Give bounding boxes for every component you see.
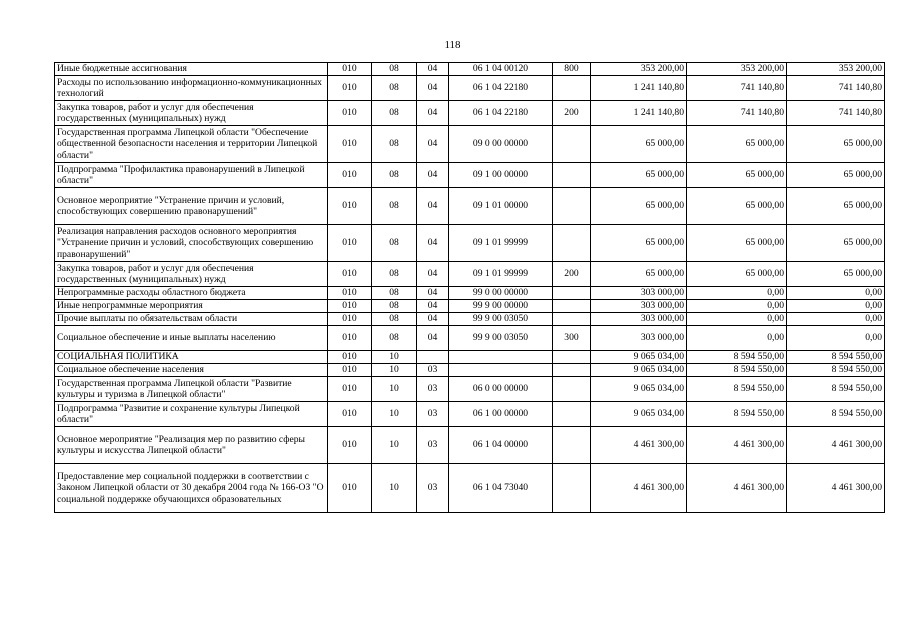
subsection-code-cell: 03 <box>417 377 449 402</box>
table-row <box>55 101 885 126</box>
ved-code-cell: 010 <box>328 364 372 377</box>
amount-year-2-cell: 65 000,00 <box>687 163 787 188</box>
amount-year-2-cell: 0,00 <box>687 313 787 326</box>
table-row <box>55 326 885 351</box>
amount-year-3-cell: 353 200,00 <box>787 63 885 76</box>
amount-year-3-cell: 65 000,00 <box>787 225 885 262</box>
subsection-code-cell: 04 <box>417 101 449 126</box>
target-article-code-cell: 06 1 00 00000 <box>449 402 553 427</box>
amount-year-2-cell: 741 140,80 <box>687 76 787 101</box>
row-name-cell: Основное мероприятие "Реализация мер по развитию сферы культуры и искусства Липецкой области" <box>55 427 328 464</box>
table-row <box>55 377 885 402</box>
amount-year-3-cell: 0,00 <box>787 300 885 313</box>
target-article-code-cell: 09 1 01 99999 <box>449 225 553 262</box>
table-row <box>55 300 885 313</box>
row-name-cell: Основное мероприятие "Устранение причин и условий, способствующих совершению правонарушений" <box>55 188 328 225</box>
ved-code-cell: 010 <box>328 377 372 402</box>
row-name-cell: Непрограммные расходы областного бюджета <box>55 287 328 300</box>
expense-type-code-cell: 200 <box>553 101 591 126</box>
amount-year-3-cell: 8 594 550,00 <box>787 364 885 377</box>
table-row <box>55 188 885 225</box>
row-name-cell: Государственная программа Липецкой области "Развитие культуры и туризма в Липецкой области" <box>55 377 328 402</box>
amount-year-2-cell: 0,00 <box>687 287 787 300</box>
expense-type-code-cell <box>553 377 591 402</box>
ved-code-cell: 010 <box>328 326 372 351</box>
target-article-code-cell: 06 1 04 00120 <box>449 63 553 76</box>
amount-year-3-cell: 65 000,00 <box>787 262 885 287</box>
amount-year-1-cell: 4 461 300,00 <box>591 464 687 513</box>
page-number: 118 <box>444 39 461 51</box>
ved-code-cell: 010 <box>328 464 372 513</box>
expense-type-code-cell <box>553 364 591 377</box>
amount-year-1-cell: 65 000,00 <box>591 262 687 287</box>
table-row <box>55 225 885 262</box>
amount-year-2-cell: 65 000,00 <box>687 262 787 287</box>
amount-year-1-cell: 303 000,00 <box>591 313 687 326</box>
expense-type-code-cell <box>553 313 591 326</box>
section-code-cell: 08 <box>372 313 417 326</box>
amount-year-1-cell: 65 000,00 <box>591 163 687 188</box>
table-row <box>55 351 885 364</box>
amount-year-1-cell: 303 000,00 <box>591 287 687 300</box>
amount-year-3-cell: 4 461 300,00 <box>787 464 885 513</box>
subsection-code-cell: 03 <box>417 402 449 427</box>
table-row <box>55 63 885 76</box>
row-name-cell: Подпрограмма "Развитие и сохранение культуры Липецкой области" <box>55 402 328 427</box>
amount-year-2-cell: 4 461 300,00 <box>687 427 787 464</box>
table-row <box>55 402 885 427</box>
expense-type-code-cell <box>553 300 591 313</box>
amount-year-3-cell: 0,00 <box>787 287 885 300</box>
subsection-code-cell: 04 <box>417 126 449 163</box>
subsection-code-cell: 04 <box>417 76 449 101</box>
amount-year-1-cell: 9 065 034,00 <box>591 351 687 364</box>
expense-type-code-cell <box>553 225 591 262</box>
row-name-cell: Иные бюджетные ассигнования <box>55 63 328 76</box>
target-article-code-cell: 99 9 00 00000 <box>449 300 553 313</box>
amount-year-2-cell: 0,00 <box>687 300 787 313</box>
amount-year-2-cell: 353 200,00 <box>687 63 787 76</box>
row-name-cell: Реализация направления расходов основного мероприятия "Устранение причин и условий, способствующих совершению правонарушений" <box>55 225 328 262</box>
table-row <box>55 76 885 101</box>
ved-code-cell: 010 <box>328 101 372 126</box>
ved-code-cell: 010 <box>328 126 372 163</box>
amount-year-1-cell: 9 065 034,00 <box>591 377 687 402</box>
target-article-code-cell <box>449 364 553 377</box>
amount-year-2-cell: 8 594 550,00 <box>687 364 787 377</box>
target-article-code-cell <box>449 351 553 364</box>
row-name-cell: Прочие выплаты по обязательствам области <box>55 313 328 326</box>
amount-year-1-cell: 303 000,00 <box>591 326 687 351</box>
expense-type-code-cell <box>553 464 591 513</box>
table-row <box>55 262 885 287</box>
section-code-cell: 10 <box>372 364 417 377</box>
amount-year-2-cell: 65 000,00 <box>687 188 787 225</box>
amount-year-1-cell: 65 000,00 <box>591 188 687 225</box>
amount-year-2-cell: 65 000,00 <box>687 126 787 163</box>
subsection-code-cell: 03 <box>417 464 449 513</box>
row-name-cell: Закупка товаров, работ и услуг для обеспечения государственных (муниципальных) нужд <box>55 262 328 287</box>
expense-type-code-cell <box>553 163 591 188</box>
section-code-cell: 08 <box>372 300 417 313</box>
subsection-code-cell: 03 <box>417 427 449 464</box>
amount-year-1-cell: 9 065 034,00 <box>591 364 687 377</box>
amount-year-3-cell: 65 000,00 <box>787 188 885 225</box>
ved-code-cell: 010 <box>328 300 372 313</box>
expense-type-code-cell: 800 <box>553 63 591 76</box>
table-row <box>55 364 885 377</box>
expense-type-code-cell <box>553 287 591 300</box>
amount-year-1-cell: 65 000,00 <box>591 126 687 163</box>
section-code-cell: 08 <box>372 163 417 188</box>
amount-year-2-cell: 8 594 550,00 <box>687 377 787 402</box>
amount-year-3-cell: 8 594 550,00 <box>787 402 885 427</box>
budget-table <box>54 62 885 513</box>
amount-year-2-cell: 65 000,00 <box>687 225 787 262</box>
expense-type-code-cell: 300 <box>553 326 591 351</box>
amount-year-3-cell: 4 461 300,00 <box>787 427 885 464</box>
subsection-code-cell: 04 <box>417 262 449 287</box>
subsection-code-cell: 04 <box>417 225 449 262</box>
target-article-code-cell: 06 1 04 22180 <box>449 101 553 126</box>
target-article-code-cell: 06 1 04 22180 <box>449 76 553 101</box>
target-article-code-cell: 06 1 04 00000 <box>449 427 553 464</box>
amount-year-2-cell: 741 140,80 <box>687 101 787 126</box>
subsection-code-cell: 03 <box>417 364 449 377</box>
section-code-cell: 08 <box>372 101 417 126</box>
subsection-code-cell: 04 <box>417 326 449 351</box>
expense-type-code-cell <box>553 427 591 464</box>
target-article-code-cell: 09 1 01 99999 <box>449 262 553 287</box>
amount-year-2-cell: 0,00 <box>687 326 787 351</box>
table-row <box>55 464 885 513</box>
amount-year-3-cell: 741 140,80 <box>787 101 885 126</box>
target-article-code-cell: 09 1 01 00000 <box>449 188 553 225</box>
section-code-cell: 08 <box>372 188 417 225</box>
amount-year-2-cell: 4 461 300,00 <box>687 464 787 513</box>
ved-code-cell: 010 <box>328 262 372 287</box>
amount-year-3-cell: 0,00 <box>787 313 885 326</box>
amount-year-2-cell: 8 594 550,00 <box>687 351 787 364</box>
subsection-code-cell: 04 <box>417 63 449 76</box>
subsection-code-cell: 04 <box>417 163 449 188</box>
section-code-cell: 10 <box>372 351 417 364</box>
row-name-cell: Социальное обеспечение и иные выплаты населению <box>55 326 328 351</box>
amount-year-1-cell: 4 461 300,00 <box>591 427 687 464</box>
target-article-code-cell: 09 1 00 00000 <box>449 163 553 188</box>
amount-year-1-cell: 1 241 140,80 <box>591 76 687 101</box>
table-row <box>55 287 885 300</box>
subsection-code-cell: 04 <box>417 287 449 300</box>
table-body <box>55 63 885 513</box>
row-name-cell: Подпрограмма "Профилактика правонарушений в Липецкой области" <box>55 163 328 188</box>
amount-year-1-cell: 9 065 034,00 <box>591 402 687 427</box>
section-code-cell: 08 <box>372 63 417 76</box>
ved-code-cell: 010 <box>328 163 372 188</box>
ved-code-cell: 010 <box>328 402 372 427</box>
section-code-cell: 10 <box>372 427 417 464</box>
row-name-cell: Социальное обеспечение населения <box>55 364 328 377</box>
target-article-code-cell: 06 1 04 73040 <box>449 464 553 513</box>
subsection-code-cell <box>417 351 449 364</box>
table-row <box>55 313 885 326</box>
section-code-cell: 08 <box>372 262 417 287</box>
ved-code-cell: 010 <box>328 76 372 101</box>
section-code-cell: 10 <box>372 402 417 427</box>
amount-year-1-cell: 65 000,00 <box>591 225 687 262</box>
ved-code-cell: 010 <box>328 188 372 225</box>
ved-code-cell: 010 <box>328 427 372 464</box>
expense-type-code-cell <box>553 402 591 427</box>
row-name-cell: Предоставление мер социальной поддержки в соответствии с Законом Липецкой области от 30 декабря 2004 года № 166-ОЗ "О социальной поддержке обучающихся образовательных <box>55 464 328 513</box>
row-name-cell: Закупка товаров, работ и услуг для обеспечения государственных (муниципальных) нужд <box>55 101 328 126</box>
expense-type-code-cell: 200 <box>553 262 591 287</box>
expense-type-code-cell <box>553 126 591 163</box>
expense-type-code-cell <box>553 351 591 364</box>
subsection-code-cell: 04 <box>417 313 449 326</box>
target-article-code-cell: 99 9 00 03050 <box>449 326 553 351</box>
amount-year-1-cell: 1 241 140,80 <box>591 101 687 126</box>
section-code-cell: 10 <box>372 464 417 513</box>
section-code-cell: 10 <box>372 377 417 402</box>
amount-year-3-cell: 741 140,80 <box>787 76 885 101</box>
subsection-code-cell: 04 <box>417 188 449 225</box>
ved-code-cell: 010 <box>328 287 372 300</box>
subsection-code-cell: 04 <box>417 300 449 313</box>
table-row <box>55 427 885 464</box>
amount-year-3-cell: 0,00 <box>787 326 885 351</box>
section-code-cell: 08 <box>372 326 417 351</box>
amount-year-1-cell: 353 200,00 <box>591 63 687 76</box>
amount-year-3-cell: 65 000,00 <box>787 126 885 163</box>
ved-code-cell: 010 <box>328 313 372 326</box>
row-name-cell: Государственная программа Липецкой области "Обеспечение общественной безопасности населения и территории Липецкой области" <box>55 126 328 163</box>
amount-year-3-cell: 8 594 550,00 <box>787 377 885 402</box>
amount-year-1-cell: 303 000,00 <box>591 300 687 313</box>
target-article-code-cell: 09 0 00 00000 <box>449 126 553 163</box>
table-row <box>55 163 885 188</box>
ved-code-cell: 010 <box>328 351 372 364</box>
section-code-cell: 08 <box>372 126 417 163</box>
amount-year-2-cell: 8 594 550,00 <box>687 402 787 427</box>
table-row <box>55 126 885 163</box>
target-article-code-cell: 06 0 00 00000 <box>449 377 553 402</box>
target-article-code-cell: 99 9 00 03050 <box>449 313 553 326</box>
expense-type-code-cell <box>553 76 591 101</box>
row-name-cell: Иные непрограммные мероприятия <box>55 300 328 313</box>
target-article-code-cell: 99 0 00 00000 <box>449 287 553 300</box>
section-code-cell: 08 <box>372 225 417 262</box>
ved-code-cell: 010 <box>328 225 372 262</box>
amount-year-3-cell: 65 000,00 <box>787 163 885 188</box>
row-name-cell: Расходы по использованию информационно-коммуникационных технологий <box>55 76 328 101</box>
amount-year-3-cell: 8 594 550,00 <box>787 351 885 364</box>
ved-code-cell: 010 <box>328 63 372 76</box>
expense-type-code-cell <box>553 188 591 225</box>
section-code-cell: 08 <box>372 287 417 300</box>
row-name-cell: СОЦИАЛЬНАЯ ПОЛИТИКА <box>55 351 328 364</box>
section-code-cell: 08 <box>372 76 417 101</box>
